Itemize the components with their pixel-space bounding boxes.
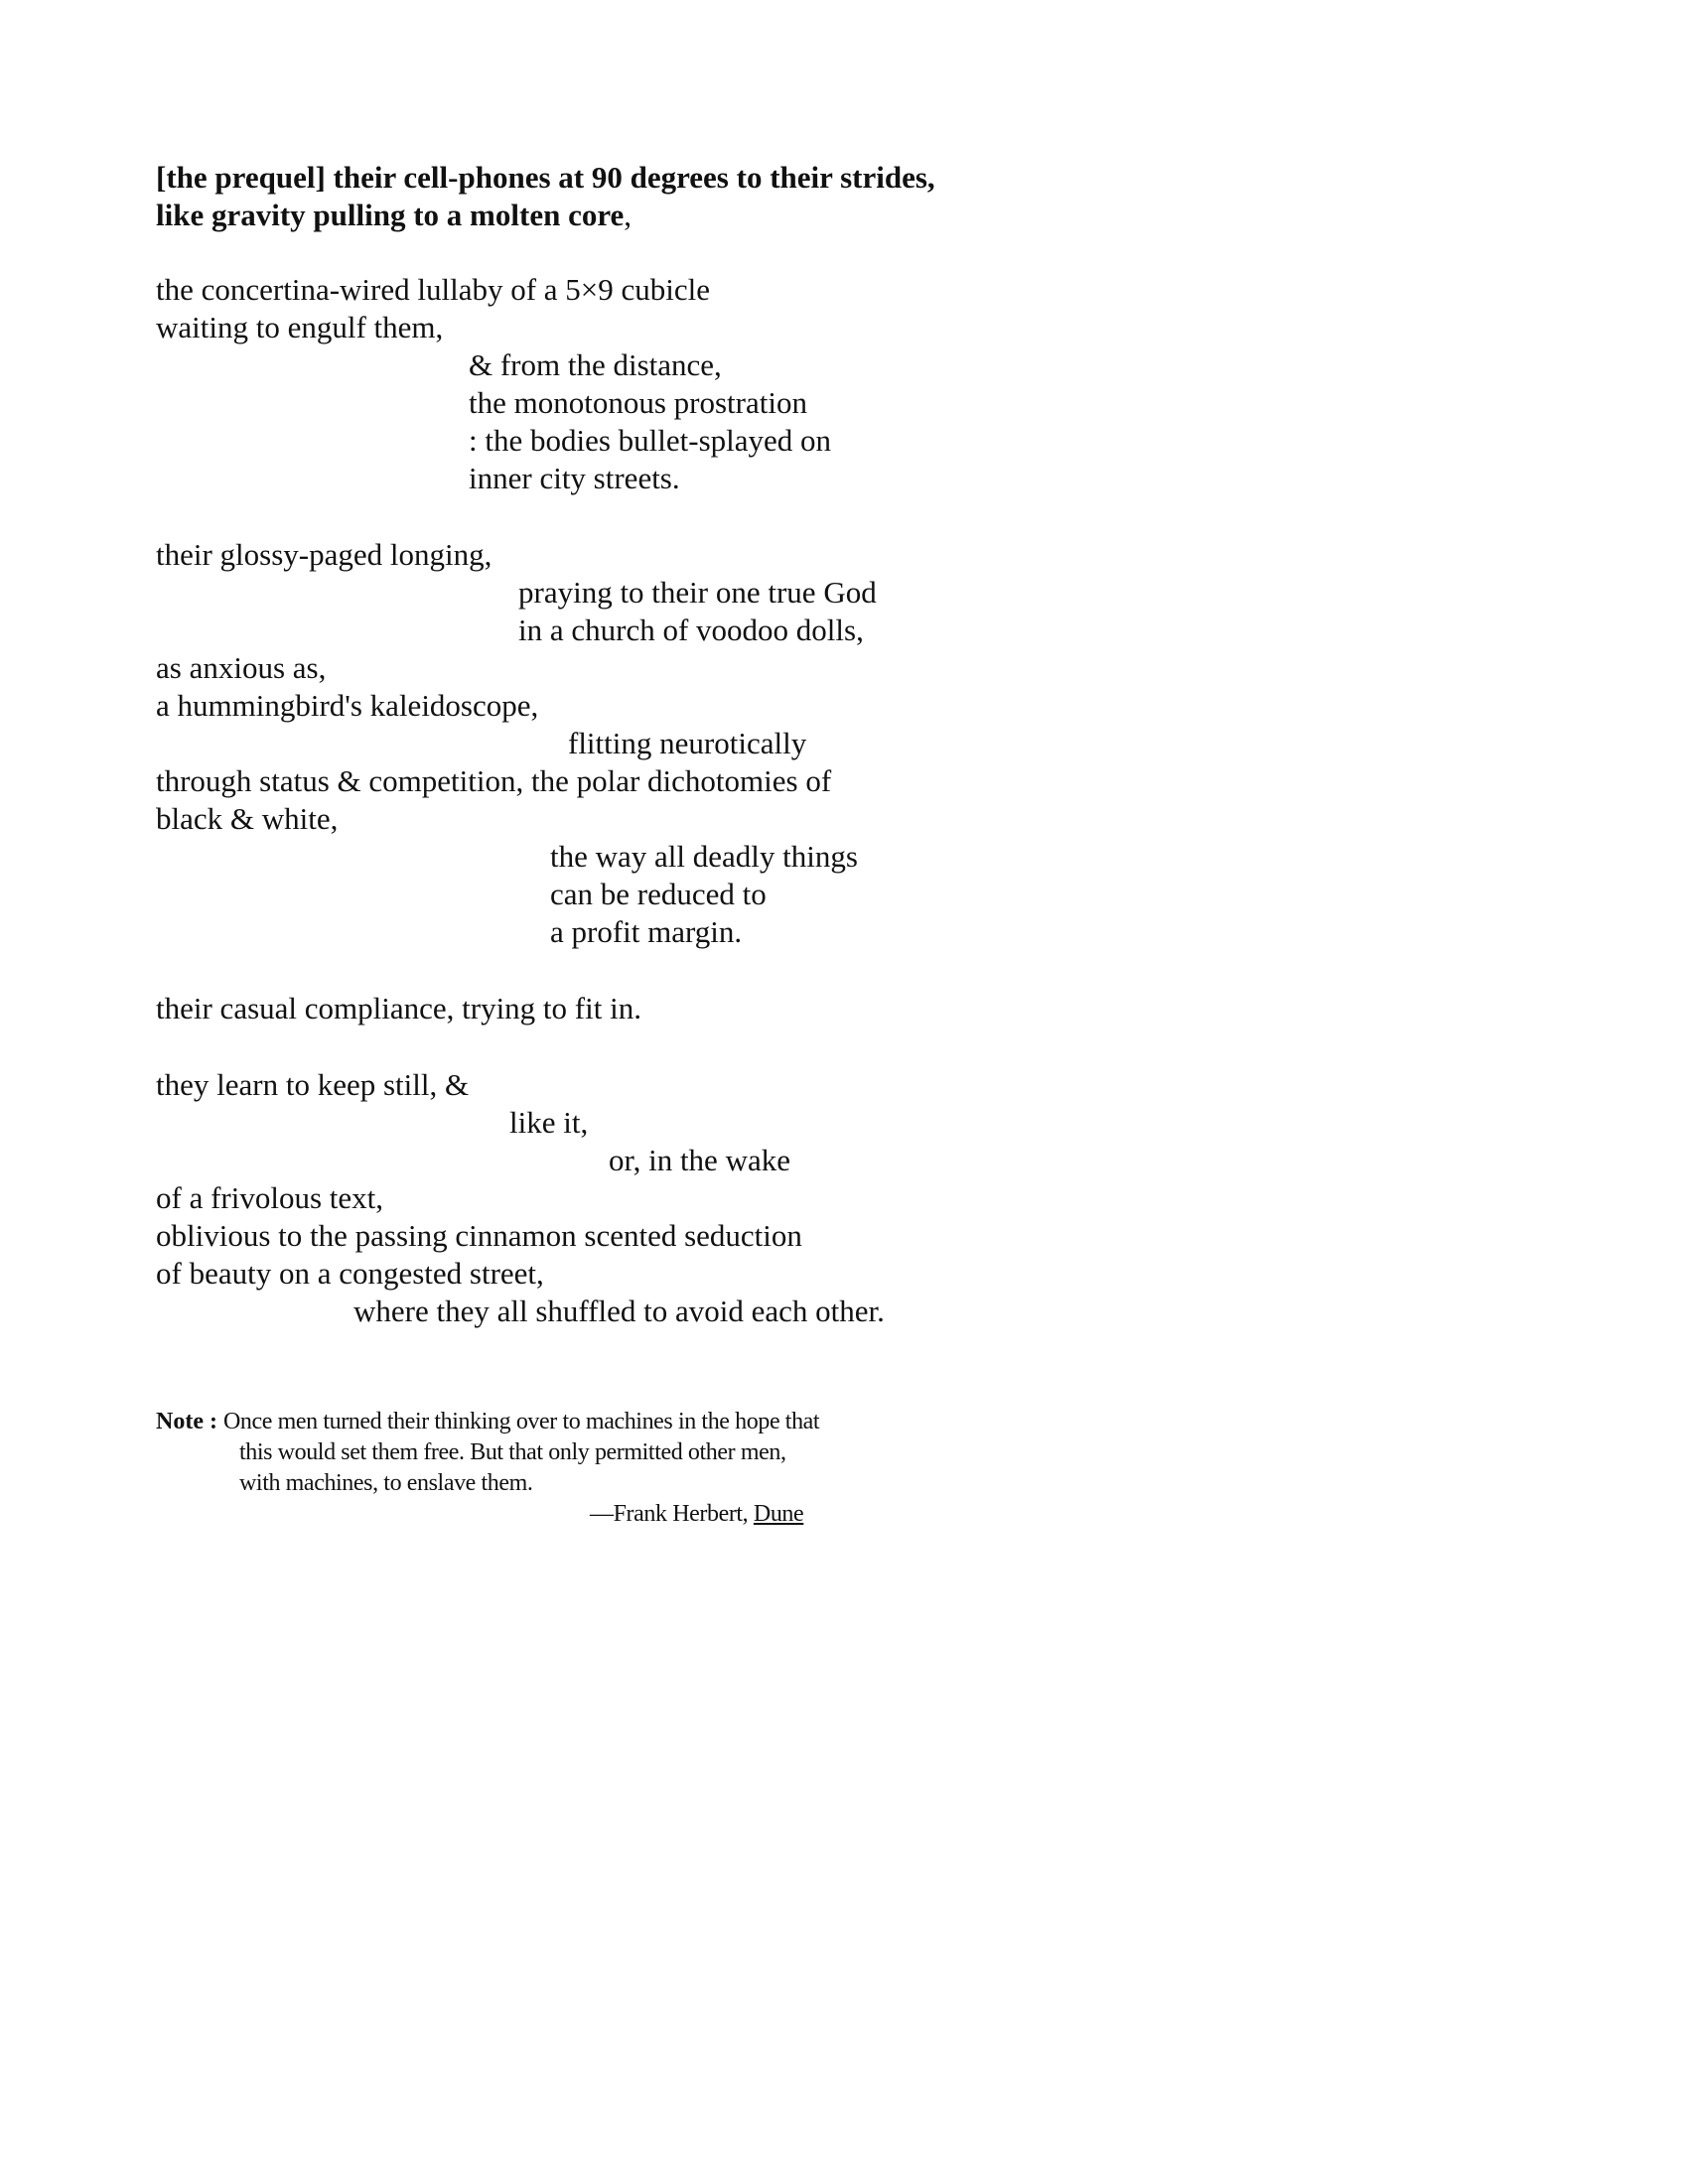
attribution-author: —Frank Herbert, (590, 1501, 754, 1527)
poem-line: & from the distance, (469, 347, 722, 382)
attribution-work: Dune (753, 1501, 804, 1527)
poem-line: black & white, (156, 801, 339, 836)
poem-line: their glossy-paged longing, (156, 537, 492, 572)
poem-line: they learn to keep still, & (156, 1067, 470, 1102)
poem-title-line-1: [the prequel] their cell-phones at 90 degrees to their strides, (156, 160, 935, 195)
note-line-2: this would set them free. But that only permitted other men, (239, 1439, 786, 1465)
note-text: Once men turned their thinking over to machines in the hope that (222, 1409, 820, 1434)
note-line-1 (156, 1407, 819, 1436)
poem-line: flitting neurotically (568, 726, 807, 760)
poem-line: where they all shuffled to avoid each other. (353, 1294, 885, 1328)
poem-line: the way all deadly things (550, 839, 858, 874)
poem-line: a hummingbird's kaleidoscope, (156, 688, 539, 723)
poem-title-line-2-bold: like gravity pulling to a molten core (156, 198, 625, 232)
poem-line: through status & competition, the polar dichotomies of (156, 763, 832, 798)
poem-line: a profit margin. (550, 914, 743, 949)
poem-title-line-2 (156, 197, 632, 234)
poem-line: praying to their one true God (518, 575, 877, 610)
poem-line: the monotonous prostration (469, 385, 807, 420)
poem-line: of beauty on a congested street, (156, 1256, 544, 1291)
note-label: Note : (156, 1409, 217, 1434)
poem-line: of a frivolous text, (156, 1180, 384, 1215)
poem-line: like it, (509, 1105, 589, 1140)
poem-line: the concertina-wired lullaby of a 5×9 cubicle (156, 272, 711, 307)
poem-line: as anxious as, (156, 650, 327, 685)
poem-line: oblivious to the passing cinnamon scented seduction (156, 1218, 802, 1253)
poem-line: can be reduced to (550, 877, 767, 911)
poem-line: waiting to engulf them, (156, 310, 444, 344)
note-line-3: with machines, to enslave them. (239, 1470, 533, 1496)
poem-line: : the bodies bullet-splayed on (469, 423, 832, 458)
poem-title-line-2-tail: , (624, 198, 633, 232)
note-attribution (590, 1499, 803, 1529)
poem-line: their casual compliance, trying to fit in. (156, 991, 641, 1025)
poem-line: in a church of voodoo dolls, (518, 613, 864, 647)
poem-line: inner city streets. (469, 461, 680, 495)
poem-line: or, in the wake (609, 1143, 790, 1177)
